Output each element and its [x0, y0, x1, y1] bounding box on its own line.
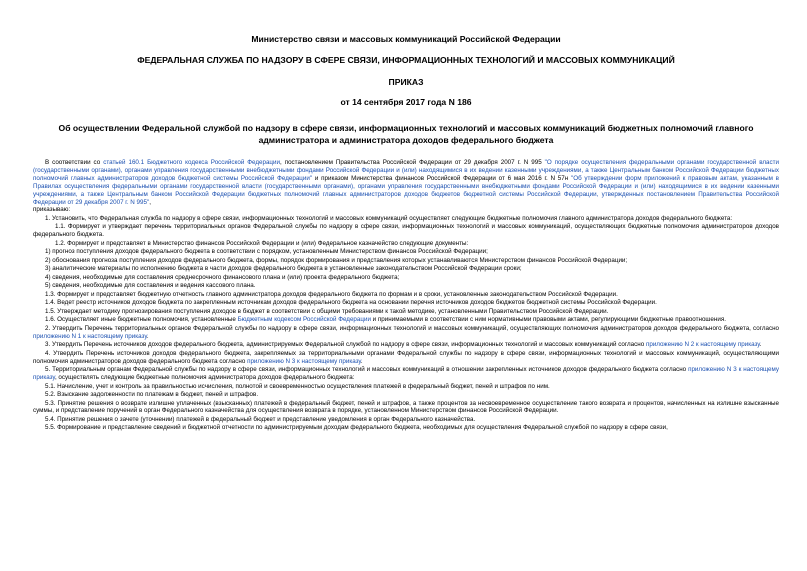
- paragraph-5-1: 5.1. Начисление, учет и контроль за правильностью исчисления, полнотой и своевременностью осуществления платежей в федеральный бюджет, пеней и штрафов по ним.: [45, 382, 550, 390]
- document-type: ПРИКАЗ: [388, 77, 424, 87]
- paragraph-4: 4. Утвердить Перечень источников доходов федерального бюджета, закрепляемых за территориальными органами Федеральной службы по надзору в сфере связи, информационных технологий и массовых коммуникаций, осуществляющими полномочия администраторов доходов федерального бюджета согласно приложению N 3 к настоящему приказу.: [33, 349, 779, 365]
- paragraph-1-2: 1.2. Формирует и представляет в Министерство финансов Российской Федерации и (или) Федеральное казначейство следующие документы:: [55, 239, 469, 247]
- paragraph-2: 2. Утвердить Перечень территориальных органов Федеральной службы по надзору в сфере связи, информационных технологий и массовых коммуникаций, осуществляющих полномочия администраторов доходов федерального бюджета, согласно приложению N 1 к настоящему приказу.: [33, 324, 779, 340]
- link-appendix-3-second[interactable]: приложению N 3 к настоящему приказу: [33, 366, 779, 382]
- link-resolution-995[interactable]: "О порядке осуществления федеральными органами государственной власти (государственными органами), органами управления государственными внебюджетными фондами Российской Федерации и (или) находящимися в их ведении казенными учреждениями, а также Центральным банком Российской Федерации бюджетных полномочий главных администраторов доходов бюджетной системы Российской Федерации": [33, 159, 779, 182]
- order-word: приказываю:: [33, 206, 71, 214]
- paragraph-5: 5. Территориальным органам Федеральной службы по надзору в сфере связи, информационных технологий и массовых коммуникаций в отношении закрепленных источников доходов федерального бюджета согласно приложению N 3 к настоящему приказу, осуществлять следующие бюджетные полномочия администратора доходов федерального бюджета:: [33, 366, 779, 382]
- document-date: от 14 сентября 2017 года N 186: [340, 97, 472, 107]
- paragraph-1-2-1: 1) прогноз поступления доходов федерального бюджета в соответствии с порядком, установленным Министерством финансов Российской Федерации;: [45, 248, 488, 256]
- paragraph-5-2: 5.2. Взыскание задолженности по платежам в бюджет, пеней и штрафов.: [45, 391, 259, 399]
- paragraph-5-5: 5.5. Формирование и представление сведений и бюджетной отчетности по администрируемым доходам федерального бюджета, необходимых для осуществления Федеральной службой по надзору в сфере связи,: [45, 424, 668, 432]
- link-order-57n[interactable]: "Об утверждении форм приложений к правовым актам, указанным в Правилах осуществления федеральными органами государственной власти (государственными органами), органами управления государственными внебюджетными фондами Российской Федерации и (или) находящимися в их ведении казенными учреждениями, а также Центральным банком Российской Федерации бюджетных полномочий главных администраторов доходов бюджетов бюджетной системы Российской Федерации, утвержденных постановлением Правительства Российской Федерации от 29 декабря 2007 г. N 995": [33, 174, 779, 206]
- document-title: Об осуществлении Федеральной службой по надзору в сфере связи, информационных технологий и массовых коммуникаций бюджетных полномочий главного администратора и администратора доходов федерального бюджета: [58, 123, 754, 145]
- paragraph-1-1: 1.1. Формирует и утверждает перечень территориальных органов Федеральной службы по надзору в сфере связи, информационных технологий и массовых коммуникаций, осуществляющих бюджетные полномочия администраторов доходов федерального бюджета.: [33, 223, 779, 239]
- paragraph-3: 3. Утвердить Перечень источников доходов федерального бюджета, администрируемых Федеральной службой по надзору в сфере связи, информационных технологий и массовых коммуникаций согласно приложению N 2 к настоящему приказу.: [45, 341, 762, 349]
- link-appendix-3[interactable]: приложению N 3 к настоящему приказу: [247, 357, 361, 365]
- paragraph-5-4: 5.4. Принятие решения о зачете (уточнении) платежей в федеральный бюджет и представление уведомления в орган Федерального казначейства.: [45, 415, 476, 423]
- preamble: В соответствии со статьей 160.1 Бюджетного кодекса Российской Федерации, постановлением Правительства Российской Федерации от 29 декабря 2007 г. N 995 "О порядке осуществления федеральными органами государственной власти (государственными органами), органами управления государственными внебюджетными фондами Российской Федерации и (или) находящимися в их ведении казенными учреждениями, а также Центральным банком Российской Федерации бюджетных полномочий главных администраторов доходов бюджетной системы Российской Федерации" и приказом Министерства финансов Российской Федерации от 6 мая 2016 г. N 57н "Об утверждении форм приложений к правовым актам, указанным в Правилах осуществления федеральными органами государственной власти (государственными органами), органами управления государственными внебюджетными фондами Российской Федерации и (или) находящимися в их ведении казенными учреждениями, а также Центральным банком Российской Федерации бюджетных полномочий главных администраторов доходов бюджетов бюджетной системы Российской Федерации, утвержденных постановлением Правительства Российской Федерации от 29 декабря 2007 г. N 995",: [33, 159, 779, 206]
- paragraph-1-2-3: 3) аналитические материалы по исполнению бюджета в части доходов федерального бюджета в установленные законодательством Российской Федерации сроки;: [45, 265, 522, 273]
- paragraph-1-3: 1.3. Формирует и представляет бюджетную отчетность главного администратора доходов федерального бюджета по формам и в сроки, установленные законодательством Российской Федерации.: [45, 290, 618, 298]
- document-body: [33, 159, 779, 432]
- service-name: ФЕДЕРАЛЬНАЯ СЛУЖБА ПО НАДЗОРУ В СФЕРЕ СВЯЗИ, ИНФОРМАЦИОННЫХ ТЕХНОЛОГИЙ И МАССОВЫХ КОММУНИКАЦИЙ: [137, 55, 675, 65]
- paragraph-1-2-4: 4) сведения, необходимые для составления среднесрочного финансового плана и (или) проекта федерального бюджета;: [45, 273, 400, 281]
- paragraph-1-6: 1.6. Осуществляет иные бюджетные полномочия, установленные Бюджетным кодексом Российской Федерации и принимаемыми в соответствии с ним нормативными правовыми актами, регулирующими бюджетные правоотношения.: [45, 316, 726, 324]
- link-budget-code[interactable]: Бюджетным кодексом Российской Федерации: [237, 316, 371, 324]
- link-budget-code-article[interactable]: статьей 160.1 Бюджетного кодекса Российской Федерации: [103, 159, 280, 166]
- ministry-name: Министерство связи и массовых коммуникаций Российской Федерации: [251, 34, 561, 44]
- link-appendix-2[interactable]: приложению N 2 к настоящему приказу: [645, 341, 760, 349]
- paragraph-1-5: 1.5. Утверждает методику прогнозирования поступления доходов в бюджет в соответствии с общими требованиями к такой методике, установленными Правительством Российской Федерации.: [45, 307, 609, 315]
- paragraph-5-3: 5.3. Принятие решения о возврате излишне уплаченных (взысканных) платежей в федеральный бюджет, пеней и штрафов, а также процентов за несвоевременное осуществление такого возврата и процентов, начисленных на излишне взысканные суммы, и представление поручений в орган Федерального казначейства для осуществления возврата в порядке, установленном Министерством финансов Российской Федерации.: [33, 399, 779, 415]
- link-appendix-1[interactable]: приложению N 1 к настоящему приказу: [33, 332, 147, 340]
- paragraph-1: 1. Установить, что Федеральная служба по надзору в сфере связи, информационных технологий и массовых коммуникаций осуществляет следующие бюджетные полномочия главного администратора доходов федерального бюджета:: [45, 214, 733, 222]
- paragraph-1-2-5: 5) сведения, необходимые для составления и ведения кассового плана.: [45, 282, 256, 290]
- paragraph-1-4: 1.4. Ведет реестр источников доходов бюджета по закрепленным источникам доходов федерального бюджета на основании перечня источников доходов бюджетов бюджетной системы Российской Федерации.: [45, 299, 657, 307]
- paragraph-1-2-2: 2) обоснования прогноза поступления доходов федерального бюджета, формы, порядок формирования и представления которых устанавливаются Министерством финансов Российской Федерации;: [45, 256, 628, 264]
